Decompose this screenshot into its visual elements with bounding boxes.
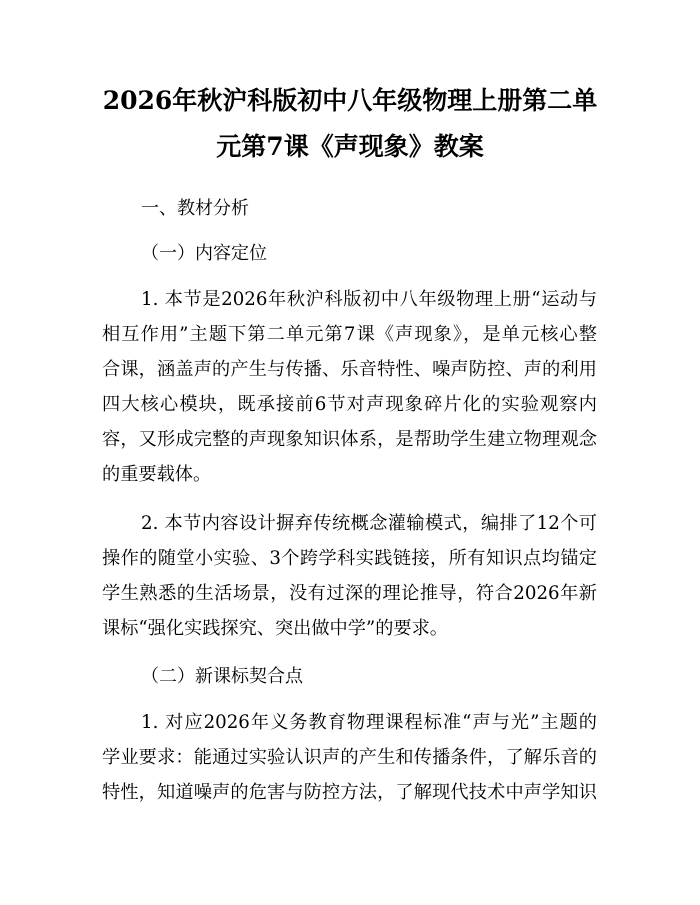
subsection-heading-curriculum-alignment: （二）新课标契合点 — [141, 666, 303, 687]
paragraph-1-line: 的重要载体。 — [102, 464, 212, 485]
paragraph-1-line: 相互作用”主题下第二单元第7课《声现象》，是单元核心整 — [102, 324, 597, 345]
paragraph-2-line: 2. 本节内容设计摒弃传统概念灌输模式，编排了12个可 — [141, 513, 597, 534]
subsection-heading-content-positioning: （一）内容定位 — [141, 243, 267, 264]
paragraph-3-line: 特性，知道噪声的危害与防控方法，了解现代技术中声学知识 — [102, 782, 597, 803]
paragraph-1-line: 四大核心模块，既承接前6节对声现象碎片化的实验观察内 — [102, 394, 597, 415]
paragraph-3-line: 学业要求：能通过实验认识声的产生和传播条件，了解乐音的 — [102, 747, 597, 768]
paragraph-2-line: 课标“强化实践探究、突出做中学”的要求。 — [102, 618, 448, 639]
document-title-line-2: 元第7课《声现象》教案 — [216, 132, 484, 161]
paragraph-2-line: 操作的随堂小实验、3个跨学科实践链接，所有知识点均锚定 — [102, 548, 597, 569]
paragraph-1-line: 1. 本节是2026年秋沪科版初中八年级物理上册“运动与 — [141, 289, 597, 310]
paragraph-2-line: 学生熟悉的生活场景，没有过深的理论推导，符合2026年新 — [102, 583, 597, 604]
paragraph-3-line: 1. 对应2026年义务教育物理课程标准“声与光”主题的 — [141, 712, 597, 733]
document-title-line-1: 2026年秋沪科版初中八年级物理上册第二单 — [102, 86, 598, 115]
section-heading-textbook-analysis: 一、教材分析 — [141, 198, 249, 219]
paragraph-1-line: 合课，涵盖声的产生与传播、乐音特性、噪声防控、声的利用 — [102, 359, 597, 380]
paragraph-1-line: 容，又形成完整的声现象知识体系，是帮助学生建立物理观念 — [102, 429, 597, 450]
